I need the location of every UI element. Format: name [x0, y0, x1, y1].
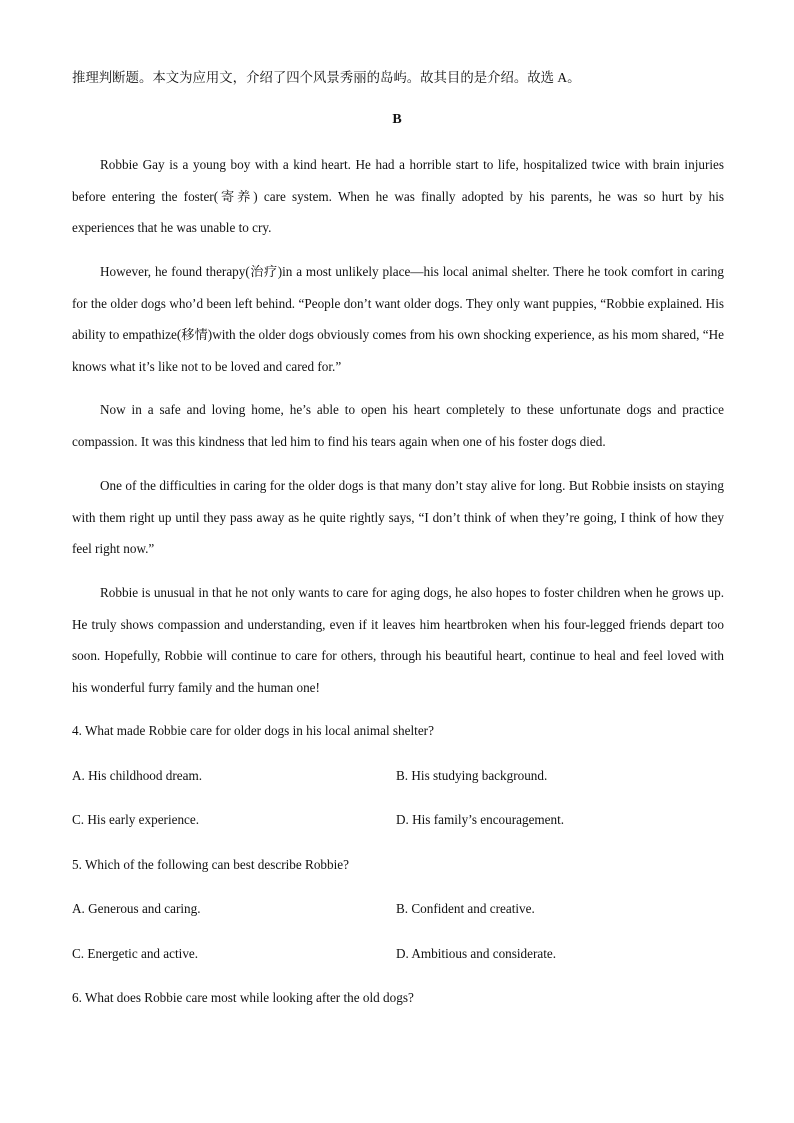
- paragraph-1: [72, 149, 724, 244]
- paragraph-text: Robbie Gay is a young boy with a kind heart. He had a horrible start to life, hospitalized twice with brain injuries before entering the foster(寄养) care system. When he was finally adopted by his parents, he was so hurt by his experiences that he was unable to cry.: [72, 157, 724, 235]
- question-4-option-c: C. His early experience.: [72, 812, 200, 827]
- paragraph-text: However, he found therapy(治疗)in a most unlikely place—his local animal shelter. There he took comfort in caring for the older dogs who’d been left behind. “People don’t want older dogs. They only want puppies, “Robbie explained. His ability to empathize(移情)with the older dogs obviously comes from his own shocking experience, as his mom shared, “He knows what it’s like not to be loved and cared for.”: [72, 264, 724, 374]
- question-5-stem: 5. Which of the following can best describe Robbie?: [72, 857, 349, 872]
- section-heading: B: [392, 112, 402, 127]
- question-4-stem: 4. What made Robbie care for older dogs in his local animal shelter?: [72, 723, 434, 738]
- question-5-option-d: D. Ambitious and considerate.: [396, 946, 557, 961]
- answer-explanation-line: 推理判断题。本文为应用文，介绍了四个风景秀丽的岛屿。故其目的是介绍。故选 A。: [72, 70, 581, 85]
- paragraph-5: [72, 577, 724, 703]
- paragraph-text: Robbie is unusual in that he not only wants to care for aging dogs, he also hopes to foster children when he grows up. He truly shows compassion and understanding, even if it leaves him heartbroken when his four-legged friends depart too soon. Hopefully, Robbie will continue to care for others, through his beautiful heart, continue to heal and feel loved with his wonderful furry family and the human one!: [72, 585, 724, 695]
- question-5-option-b: B. Confident and creative.: [396, 901, 535, 916]
- paragraph-4: [72, 470, 724, 565]
- paragraph-text: One of the difficulties in caring for the older dogs is that many don’t stay alive for long. But Robbie insists on staying with them right up until they pass away as he quite rightly says, “I don’t think of when they’re going, I think of how they feel right now.”: [72, 478, 724, 556]
- paragraph-3: [72, 394, 724, 457]
- question-4-option-b: B. His studying background.: [396, 768, 548, 783]
- paragraph-2: [72, 256, 724, 382]
- question-4-option-a: A. His childhood dream.: [72, 768, 203, 783]
- question-6-stem: 6. What does Robbie care most while looking after the old dogs?: [72, 990, 414, 1005]
- question-5-option-a: A. Generous and caring.: [72, 901, 201, 916]
- question-5-option-c: C. Energetic and active.: [72, 946, 199, 961]
- paragraph-text: Now in a safe and loving home, he’s able to open his heart completely to these unfortunate dogs and practice compassion. It was this kindness that led him to find his tears again when one of his foster dogs died.: [72, 402, 724, 449]
- question-4-option-d: D. His family’s encouragement.: [396, 812, 565, 827]
